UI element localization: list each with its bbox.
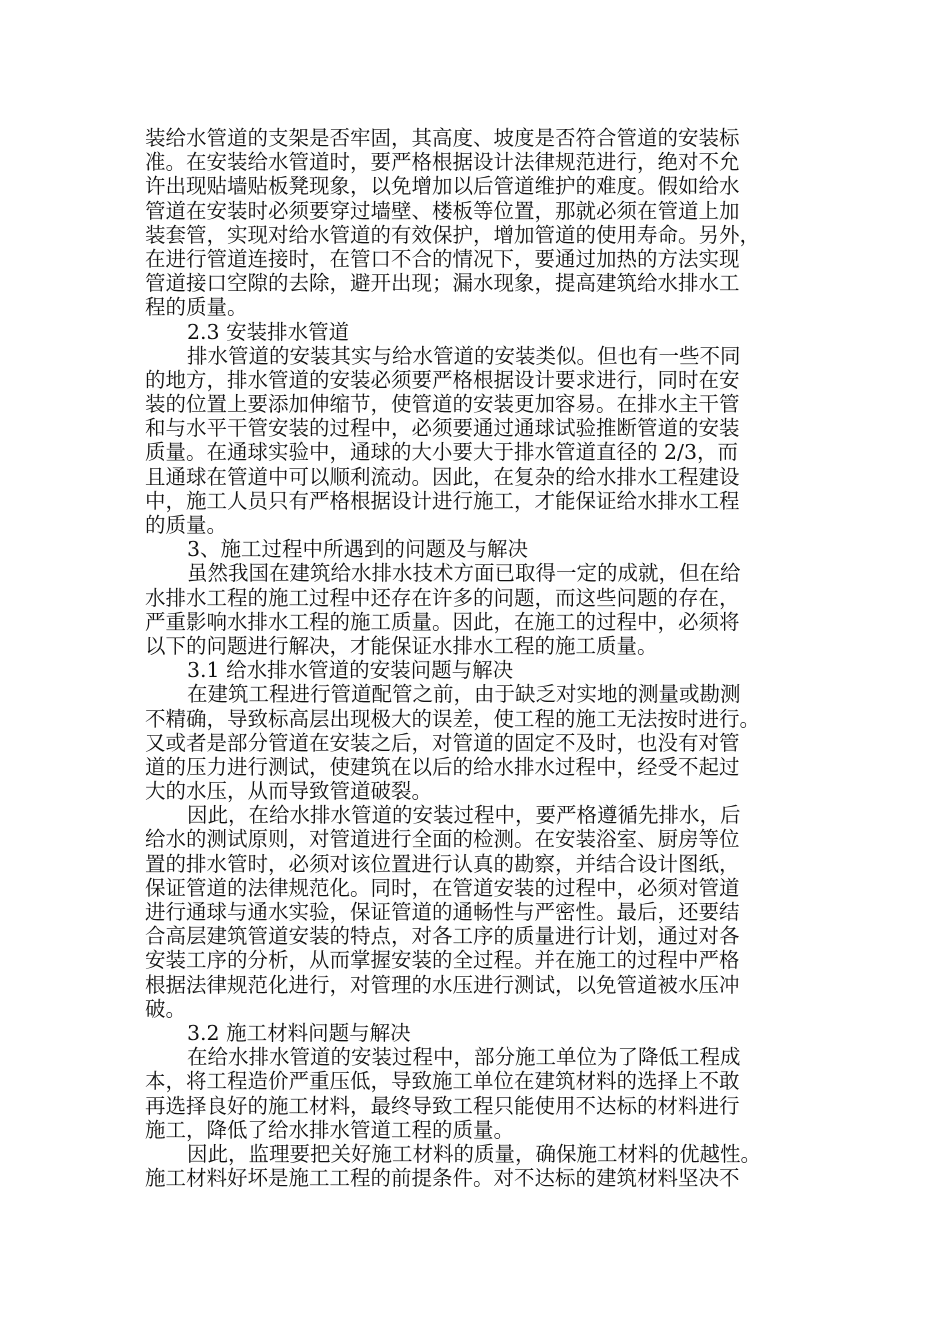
text-line: 施工，降低了给水排水管道工程的质量。 xyxy=(145,1117,514,1142)
text-line: 和与水平干管安装的过程中，必须要通过通球试验推断管道的安装 xyxy=(145,416,740,441)
text-line: 不精确，导致标高层出现极大的误差，使工程的施工无法按时进行。 xyxy=(145,706,760,731)
text-line: 进行通球与通水实验，保证管道的通畅性与严密性。最后，还要结 xyxy=(145,900,740,924)
text-line: 装给水管道的支架是否牢固，其高度、坡度是否符合管道的安装标 xyxy=(145,126,740,150)
text-line: 质量。在通球实验中，通球的大小要大于排水管道直径的 2/3，而 xyxy=(145,440,739,465)
text-line: 许出现贴墙贴板凳现象，以免增加以后管道维护的难度。假如给水 xyxy=(145,174,740,199)
text-line: 且通球在管道中可以顺利流动。因此，在复杂的给水排水工程建设 xyxy=(145,464,740,489)
paragraph-first-line: 2.3 安装排水管道 xyxy=(187,319,350,344)
text-line: 本，将工程造价严重压低，导致施工单位在建筑材料的选择上不敢 xyxy=(145,1069,740,1094)
paragraph-first-line: 因此，在给水排水管道的安装过程中，要严格遵循先排水，后 xyxy=(187,803,741,828)
text-line: 施工材料好坏是施工工程的前提条件。对不达标的建筑材料坚决不 xyxy=(145,1166,740,1191)
text-line: 安装工序的分析，从而掌握安装的全过程。并在施工的过程中严格 xyxy=(145,948,740,973)
text-line: 大的水压，从而导致管道破裂。 xyxy=(145,779,432,804)
text-line: 道的压力进行测试，使建筑在以后的给水排水过程中，经受不起过 xyxy=(145,754,740,779)
text-line: 管道接口空隙的去除，避开出现；漏水现象，提高建筑给水排水工 xyxy=(145,271,740,296)
paragraph-first-line: 在建筑工程进行管道配管之前，由于缺乏对实地的测量或勘测 xyxy=(187,682,741,707)
paragraph-first-line: 3.1 给水排水管道的安装问题与解决 xyxy=(187,658,514,683)
text-line: 装的位置上要添加伸缩节，使管道的安装更加容易。在排水主干管 xyxy=(145,392,740,417)
text-line: 又或者是部分管道在安装之后，对管道的固定不及时，也没有对管 xyxy=(145,730,740,755)
text-line: 以下的问题进行解决，才能保证水排水工程的施工质量。 xyxy=(145,633,658,658)
text-line: 在进行管道连接时，在管口不合的情况下，要通过加热的方法实现 xyxy=(145,246,740,271)
paragraph-first-line: 因此，监理要把关好施工材料的质量，确保施工材料的优越性。 xyxy=(187,1141,761,1166)
text-line: 合高层建筑管道安装的特点，对各工序的质量进行计划，通过对各 xyxy=(145,924,740,949)
text-line: 根据法律规范化进行，对管理的水压进行测试，以免管道被水压冲 xyxy=(145,972,740,997)
document-body xyxy=(145,126,807,1190)
paragraph-first-line: 在给水排水管道的安装过程中，部分施工单位为了降低工程成 xyxy=(187,1045,741,1070)
paragraph-first-line: 3.2 施工材料问题与解决 xyxy=(187,1020,411,1045)
text-line: 给水的测试原则，对管道进行全面的检测。在安装浴室、厨房等位 xyxy=(145,827,740,852)
text-line: 置的排水管时，必须对该位置进行认真的勘察，并结合设计图纸， xyxy=(145,851,740,876)
text-line: 严重影响水排水工程的施工质量。因此，在施工的过程中，必须将 xyxy=(145,609,740,634)
text-line: 装套管，实现对给水管道的有效保护，增加管道的使用寿命。另外， xyxy=(145,222,760,247)
paragraph-first-line: 3、施工过程中所遇到的问题及与解决 xyxy=(187,537,529,562)
paragraph-first-line: 虽然我国在建筑给水排水技术方面已取得一定的成就，但在给 xyxy=(187,561,741,586)
text-line: 的地方，排水管道的安装必须要严格根据设计要求进行，同时在安 xyxy=(145,367,740,392)
text-line: 保证管道的法律规范化。同时，在管道安装的过程中，必须对管道 xyxy=(145,875,740,900)
text-line: 破。 xyxy=(145,996,186,1021)
paragraph-first-line: 排水管道的安装其实与给水管道的安装类似。但也有一些不同 xyxy=(187,343,741,368)
text-line: 程的质量。 xyxy=(145,295,248,320)
text-line: 的质量。 xyxy=(145,513,227,537)
text-line: 水排水工程的施工过程中还存在许多的问题，而这些问题的存在， xyxy=(145,585,740,610)
text-line: 管道在安装时必须要穿过墙壁、楼板等位置，那就必须在管道上加 xyxy=(145,198,740,223)
text-line: 再选择良好的施工材料，最终导致工程只能使用不达标的材料进行 xyxy=(145,1093,740,1118)
text-line: 准。在安装给水管道时，要严格根据设计法律规范进行，绝对不允 xyxy=(145,150,740,175)
text-line: 中，施工人员只有严格根据设计进行施工，才能保证给水排水工程 xyxy=(145,488,740,513)
